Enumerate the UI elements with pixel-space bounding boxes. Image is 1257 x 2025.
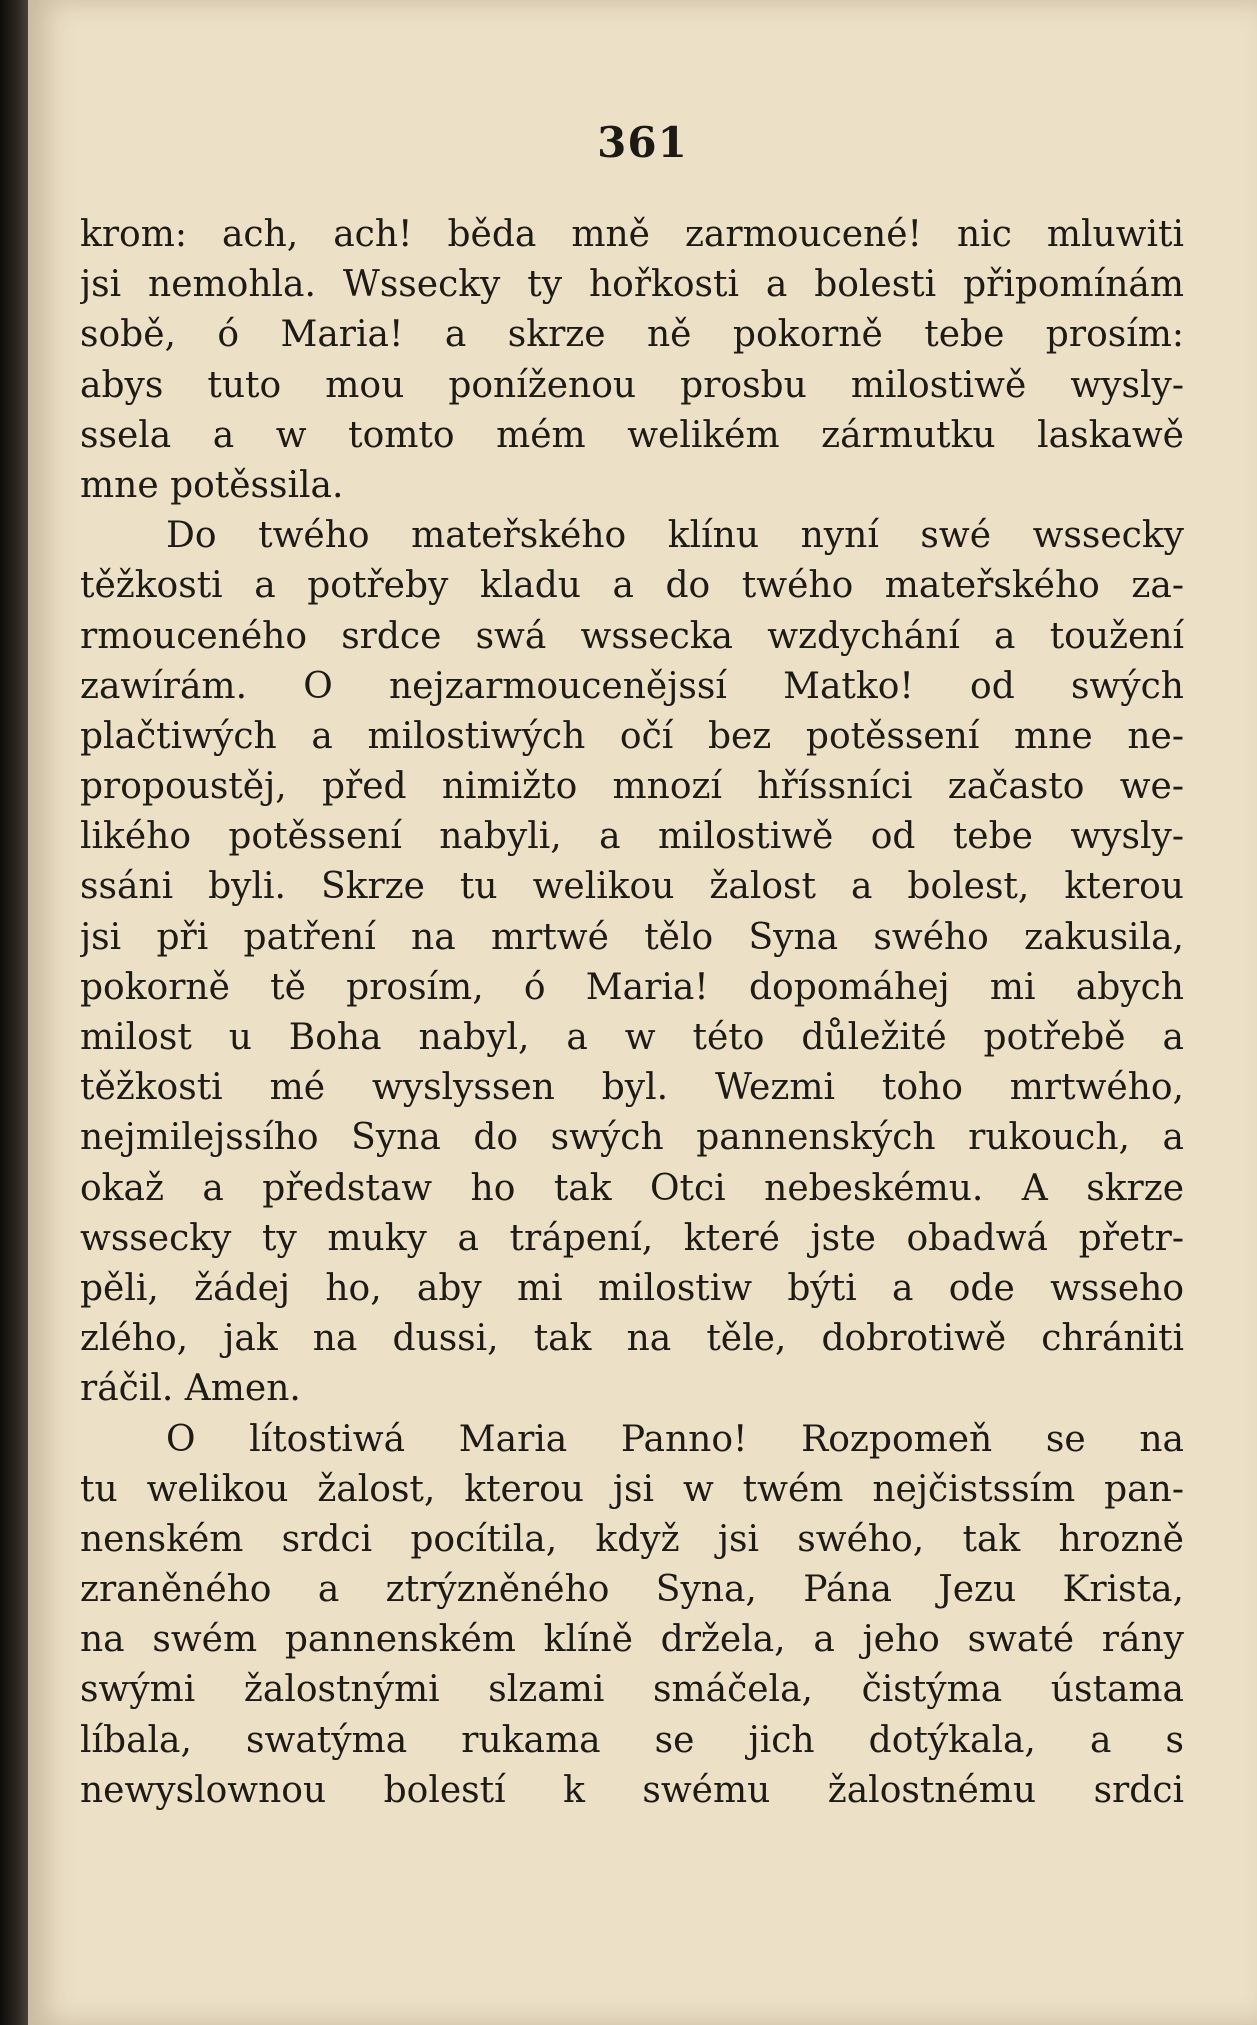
text-line: jsi nemohla. Wssecky ty hořkosti a bolesti připomínám bbox=[80, 264, 1184, 306]
book-spine-shadow bbox=[0, 0, 28, 2025]
text-line: ssáni byli. Skrze tu welikou žalost a bolest, kterou bbox=[80, 866, 1184, 908]
text-line: okaž a předstaw ho tak Otci nebeskému. A skrze bbox=[80, 1167, 1184, 1209]
text-line: zawírám. O nejzarmoucenějssí Matko! od swých bbox=[80, 665, 1184, 707]
text-line: zlého, jak na dussi, tak na těle, dobrotiwě chrániti bbox=[80, 1318, 1184, 1360]
text-line: wssecky ty muky a trápení, které jste obadwá přetr- bbox=[80, 1217, 1184, 1259]
page-text-body bbox=[80, 210, 1184, 1816]
text-line: mne potěssila. bbox=[80, 464, 344, 506]
text-line: rmouceného srdce swá wssecka wzdychání a toužení bbox=[80, 615, 1184, 657]
text-line: pěli, žádej ho, aby mi milostiw býti a ode wsseho bbox=[80, 1267, 1184, 1309]
text-line: ssela a w tomto mém welikém zármutku laskawě bbox=[80, 414, 1184, 456]
text-line: nejmilejssího Syna do swých pannenských rukouch, a bbox=[80, 1117, 1184, 1159]
text-line: plačtiwých a milostiwých očí bez potěssení mne ne- bbox=[80, 715, 1184, 757]
text-line: ráčil. Amen. bbox=[80, 1368, 301, 1410]
text-line: tu welikou žalost, kterou jsi w twém nejčistssím pan- bbox=[80, 1468, 1184, 1510]
text-line: abys tuto mou poníženou prosbu milostiwě wysly- bbox=[80, 364, 1184, 406]
text-line: pokorně tě prosím, ó Maria! dopomáhej mi abych bbox=[80, 966, 1184, 1008]
text-line: jsi při patření na mrtwé tělo Syna swého zakusila, bbox=[80, 916, 1184, 958]
text-line: likého potěssení nabyli, a milostiwě od tebe wysly- bbox=[80, 816, 1184, 858]
text-line: zraněného a ztrýzněného Syna, Pána Jezu Krista, bbox=[80, 1569, 1184, 1611]
text-line: těžkosti a potřeby kladu a do twého mateřského za- bbox=[80, 565, 1184, 607]
text-line: Do twého mateřského klínu nyní swé wssecky bbox=[166, 515, 1184, 557]
text-line: swými žalostnými slzami smáčela, čistýma ústama bbox=[80, 1669, 1184, 1711]
text-line: milost u Boha nabyl, a w této důležité potřebě a bbox=[80, 1017, 1184, 1058]
text-line: těžkosti mé wyslyssen byl. Wezmi toho mrtwého, bbox=[80, 1067, 1184, 1109]
text-line: líbala, swatýma rukama se jich dotýkala, a s bbox=[80, 1719, 1184, 1761]
text-line: na swém pannenském klíně držela, a jeho swaté rány bbox=[80, 1619, 1184, 1661]
text-line: propoustěj, před nimižto mnozí hříssníci začasto we- bbox=[80, 766, 1184, 808]
page-number: 361 bbox=[597, 118, 688, 167]
text-line: O lítostiwá Maria Panno! Rozpomeň se na bbox=[166, 1418, 1184, 1460]
book-page bbox=[28, 0, 1257, 2025]
text-line: sobě, ó Maria! a skrze ně pokorně tebe prosím: bbox=[80, 314, 1184, 356]
text-line: newyslownou bolestí k swému žalostnému srdci bbox=[80, 1769, 1184, 1811]
text-line: nenském srdci pocítila, když jsi swého, tak hrozně bbox=[80, 1518, 1184, 1560]
text-line: krom: ach, ach! běda mně zarmoucené! nic mluwiti bbox=[80, 214, 1184, 255]
